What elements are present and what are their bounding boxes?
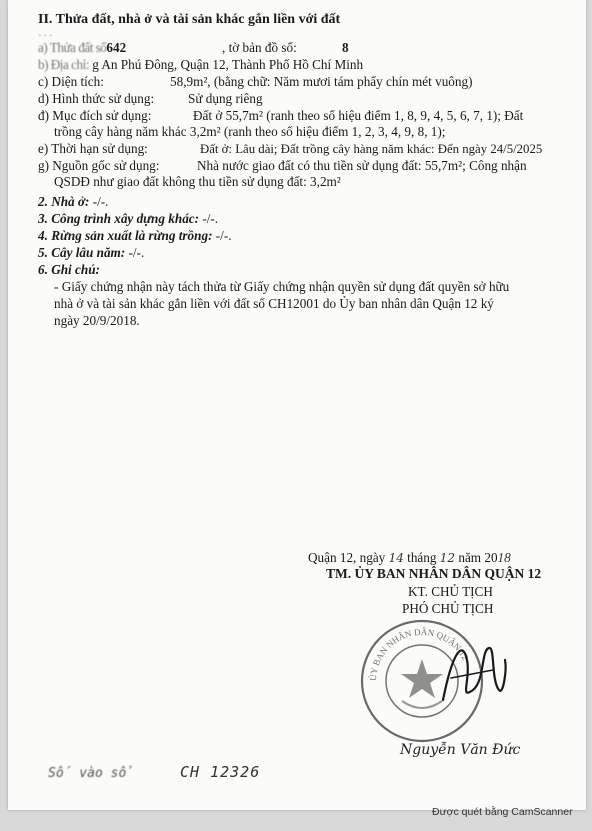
- org-name: TM. ỦY BAN NHÂN DÂN QUẬN 12: [326, 566, 542, 581]
- area-value: 58,9m², (bằng chữ: Năm mươi tám phẩy chín mét vuông): [170, 74, 473, 89]
- registry-prefix: Số vào sổ: [48, 766, 135, 781]
- item-b: [38, 57, 363, 73]
- deputy-title: PHÓ CHỦ TỊCH: [402, 601, 494, 616]
- perennial-value: -/-.: [128, 245, 145, 260]
- area-label: c) Diện tích:: [38, 74, 104, 89]
- purpose-line-2: trồng cây hàng năm khác 3,2m² (ranh theo số hiệu điểm 1, 2, 3, 4, 9, 8, 1);: [54, 124, 446, 139]
- forest-label: 4. Rừng sản xuất là rừng trồng:: [38, 228, 213, 243]
- origin-label: g) Nguồn gốc sử dụng:: [38, 158, 160, 173]
- origin-line-1: Nhà nước giao đất có thu tiền sử dụng đất: 55,7m²; Công nhận: [197, 158, 527, 173]
- purpose-label: đ) Mục đích sử dụng:: [38, 108, 152, 123]
- housing-row: [38, 194, 108, 210]
- other-construction-row: [38, 211, 218, 227]
- seal-text: ỦY BAN NHÂN DÂN QUẬN 12: [367, 626, 471, 682]
- signing-date: [308, 550, 511, 566]
- address-text: g An Phú Đông, Quận 12, Thành Phố Hồ Chí Minh: [92, 57, 364, 72]
- usage-form-value: Sử dụng riêng: [188, 91, 263, 106]
- map-sheet-label: , tờ bản đồ số:: [222, 40, 297, 55]
- forest-row: [38, 228, 232, 244]
- other-construction-label: 3. Công trình xây dựng khác:: [38, 211, 200, 226]
- purpose-line-1: Đất ở 55,7m² (ranh theo số hiệu điểm 1, 8, 9, 4, 5, 6, 7, 1); Đất: [193, 108, 524, 123]
- origin-line-2: QSDĐ như giao đất không thu tiền sử dụng đất: 3,2m²: [54, 174, 341, 189]
- note-line-1: - Giấy chứng nhận này tách thửa từ Giấy chứng nhận quyền sử dụng đất quyền sở hữu: [54, 279, 510, 294]
- year-suffix: 18: [497, 550, 511, 565]
- item-a-blurred: a) Thửa đất số: [38, 40, 107, 55]
- perennial-row: [38, 245, 144, 261]
- date-month: 12: [439, 551, 456, 565]
- date-prefix: Quận 12, ngày: [308, 550, 386, 565]
- other-construction-value: -/-.: [202, 211, 219, 226]
- date-day: 14: [388, 551, 404, 565]
- note-line-3: ngày 20/9/2018.: [54, 313, 140, 328]
- kt-title: KT. CHỦ TỊCH: [408, 584, 493, 599]
- section-title: II. Thửa đất, nhà ở và tài sản khác gắn liền với đất: [38, 12, 341, 27]
- blurred-smudge: · · ·: [38, 30, 52, 42]
- scanner-watermark: Được quét bằng CamScanner: [432, 806, 573, 818]
- signer-name: Nguyễn Văn Đức: [400, 742, 521, 758]
- parcel-number: 642: [106, 40, 127, 55]
- note-line-2: nhà ở và tài sản khác gắn liền với đất số CH12001 do Ủy ban nhân dân Quận 12 ký: [54, 296, 494, 311]
- term-value: Đất ở: Lâu dài; Đất trồng cây hàng năm khác: Đến ngày 24/5/2025: [200, 142, 543, 156]
- certificate-page: [8, 0, 586, 810]
- year-prefix: năm 20: [458, 550, 498, 565]
- item-b-blurred: b) Địa chỉ:: [38, 57, 89, 72]
- map-sheet-number: 8: [342, 40, 349, 55]
- notes-label: 6. Ghi chú:: [38, 262, 100, 277]
- handwritten-signature: [433, 630, 513, 720]
- perennial-label: 5. Cây lâu năm:: [38, 245, 126, 260]
- term-label: e) Thời hạn sử dụng:: [38, 141, 148, 156]
- registry-code: CH 12326: [180, 763, 261, 781]
- forest-value: -/-.: [215, 228, 232, 243]
- housing-value: -/-.: [92, 194, 109, 209]
- item-a: [38, 40, 126, 56]
- month-label: tháng: [407, 550, 437, 565]
- housing-label: 2. Nhà ở:: [38, 194, 90, 209]
- usage-form-label: d) Hình thức sử dụng:: [38, 91, 155, 106]
